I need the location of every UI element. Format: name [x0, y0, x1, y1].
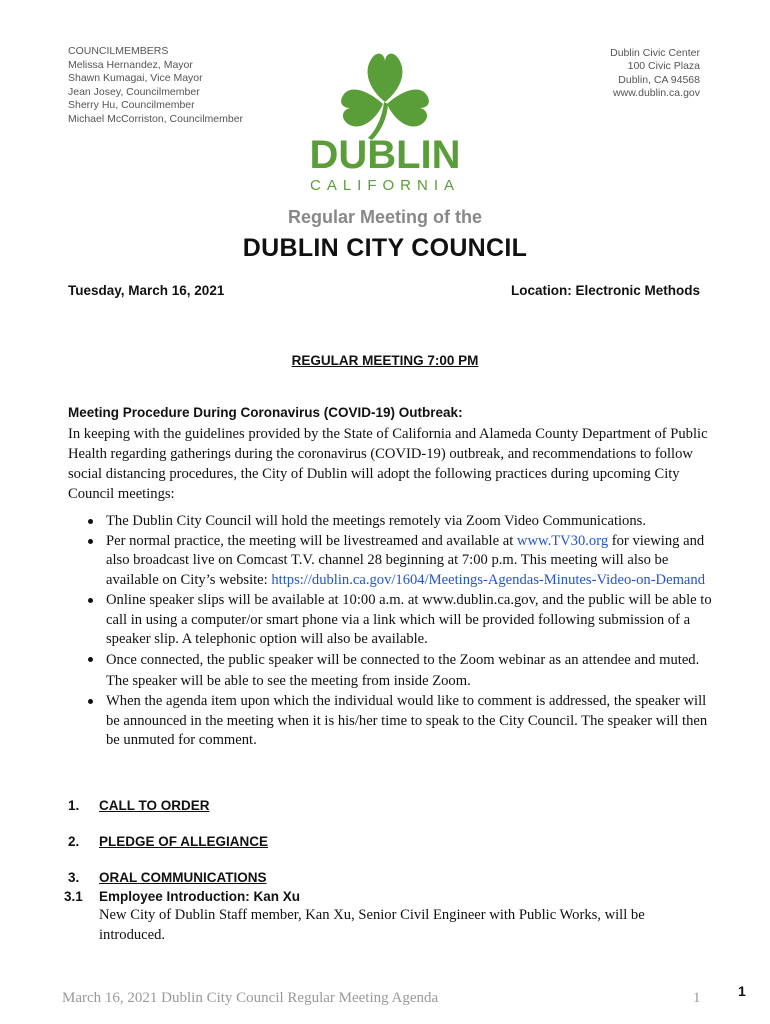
agenda-item-label: PLEDGE OF ALLEGIANCE	[99, 834, 269, 849]
bullet-text: Online speaker slips will be available at 10:00 a.m. at www.dublin.ca.gov, and the public will be able to call in using a computer/or smart phone via a link which will be provided following submission of a speaker slip. A telephonic option will also be available.	[106, 591, 712, 648]
meeting-location: Location: Electronic Methods	[510, 283, 700, 298]
regular-meeting-heading: REGULAR MEETING 7:00 PM	[291, 353, 479, 368]
councilmember: Sherry Hu, Councilmember	[68, 99, 195, 112]
footer-text: March 16, 2021 Dublin City Council Regular Meeting Agenda	[62, 990, 439, 1006]
footer-page-number: 1	[693, 990, 701, 1006]
dublin-logo	[290, 40, 480, 200]
address-line: Dublin, CA 94568	[618, 73, 700, 86]
meeting-date: Tuesday, March 16, 2021	[68, 283, 225, 298]
list-item	[68, 692, 718, 751]
meeting-subtitle: Regular Meeting of the	[287, 207, 482, 227]
agenda-subitem-description: New City of Dublin Staff member, Kan Xu, Senior Civil Engineer with Public Works, will be introduced.	[99, 907, 645, 943]
agenda-subitem-label: Employee Introduction: Kan Xu	[99, 889, 301, 904]
agenda-subitem-heading	[64, 889, 300, 904]
councilmembers-list	[68, 45, 243, 127]
agenda-item-number: 1.	[68, 798, 80, 813]
list-item	[68, 591, 718, 650]
councilmember: Michael McCorriston, Councilmember	[68, 112, 244, 125]
logo-state: CALIFORNIA	[309, 177, 461, 194]
agenda-item-label: ORAL COMMUNICATIONS	[99, 870, 267, 885]
agenda-item-number: 3.	[68, 870, 80, 885]
agenda-item-number: 2.	[68, 834, 80, 849]
address-line: 100 Civic Plaza	[627, 60, 700, 73]
shamrock-icon	[290, 40, 480, 200]
bullet-text: Once connected, the public speaker will be connected to the Zoom webinar as an attendee and muted. The speaker will be able to see the meeting from inside Zoom.	[106, 651, 700, 689]
bullet-text: Per normal practice, the meeting will be livestreamed and available at	[106, 532, 517, 549]
bullet-icon	[88, 657, 93, 662]
meetings-video-link[interactable]: https://dublin.ca.gov/1604/Meetings-Agendas-Minutes-Video-on-Demand	[271, 572, 705, 589]
list-item	[68, 532, 718, 591]
civic-center-address	[610, 47, 700, 101]
bullet-icon	[88, 598, 93, 603]
list-item	[68, 650, 718, 692]
councilmembers-heading: COUNCILMEMBERS	[68, 45, 169, 57]
agenda-item-label: CALL TO ORDER	[99, 798, 210, 813]
councilmember: Shawn Kumagai, Vice Mayor	[68, 72, 203, 85]
councilmember: Melissa Hernandez, Mayor	[68, 58, 193, 71]
procedure-bullets	[68, 512, 718, 751]
address-line: Dublin Civic Center	[610, 47, 700, 59]
logo-wordmark: DUBLIN	[309, 133, 461, 177]
bullet-icon	[88, 519, 93, 524]
procedure-intro: In keeping with the guidelines provided by the State of California and Alameda County Department of Public Health regarding gatherings during the coronavirus (COVID-19) outbreak, and recommendations to follow social distancing procedures, the City of Dublin will adopt the following practices during upcoming City Council meetings:	[68, 426, 708, 502]
bullet-text: The Dublin City Council will hold the meetings remotely via Zoom Video Communications.	[106, 513, 646, 529]
page-number: 1	[738, 983, 746, 999]
procedure-heading: Meeting Procedure During Coronavirus (COVID-19) Outbreak:	[68, 405, 463, 420]
bullet-icon	[88, 539, 93, 544]
bullet-text: for viewing and also broadcast live on Comcast T.V. channel 28 beginning at 7:00 p.m. This meeting will also be available on City’s website:	[106, 532, 705, 589]
meeting-title: DUBLIN CITY COUNCIL	[242, 234, 528, 262]
bullet-icon	[88, 699, 93, 704]
tv30-link[interactable]: www.TV30.org	[516, 532, 609, 549]
website-link[interactable]: www.dublin.ca.gov	[613, 87, 700, 100]
agenda-subitem-number: 3.1	[64, 889, 83, 904]
councilmember: Jean Josey, Councilmember	[68, 85, 200, 98]
bullet-text: When the agenda item upon which the individual would like to comment is addressed, the speaker will be announced in the meeting when it is his/her time to speak to the City Council. The speaker will then be unmuted for comment.	[106, 692, 708, 749]
list-item	[68, 512, 718, 532]
